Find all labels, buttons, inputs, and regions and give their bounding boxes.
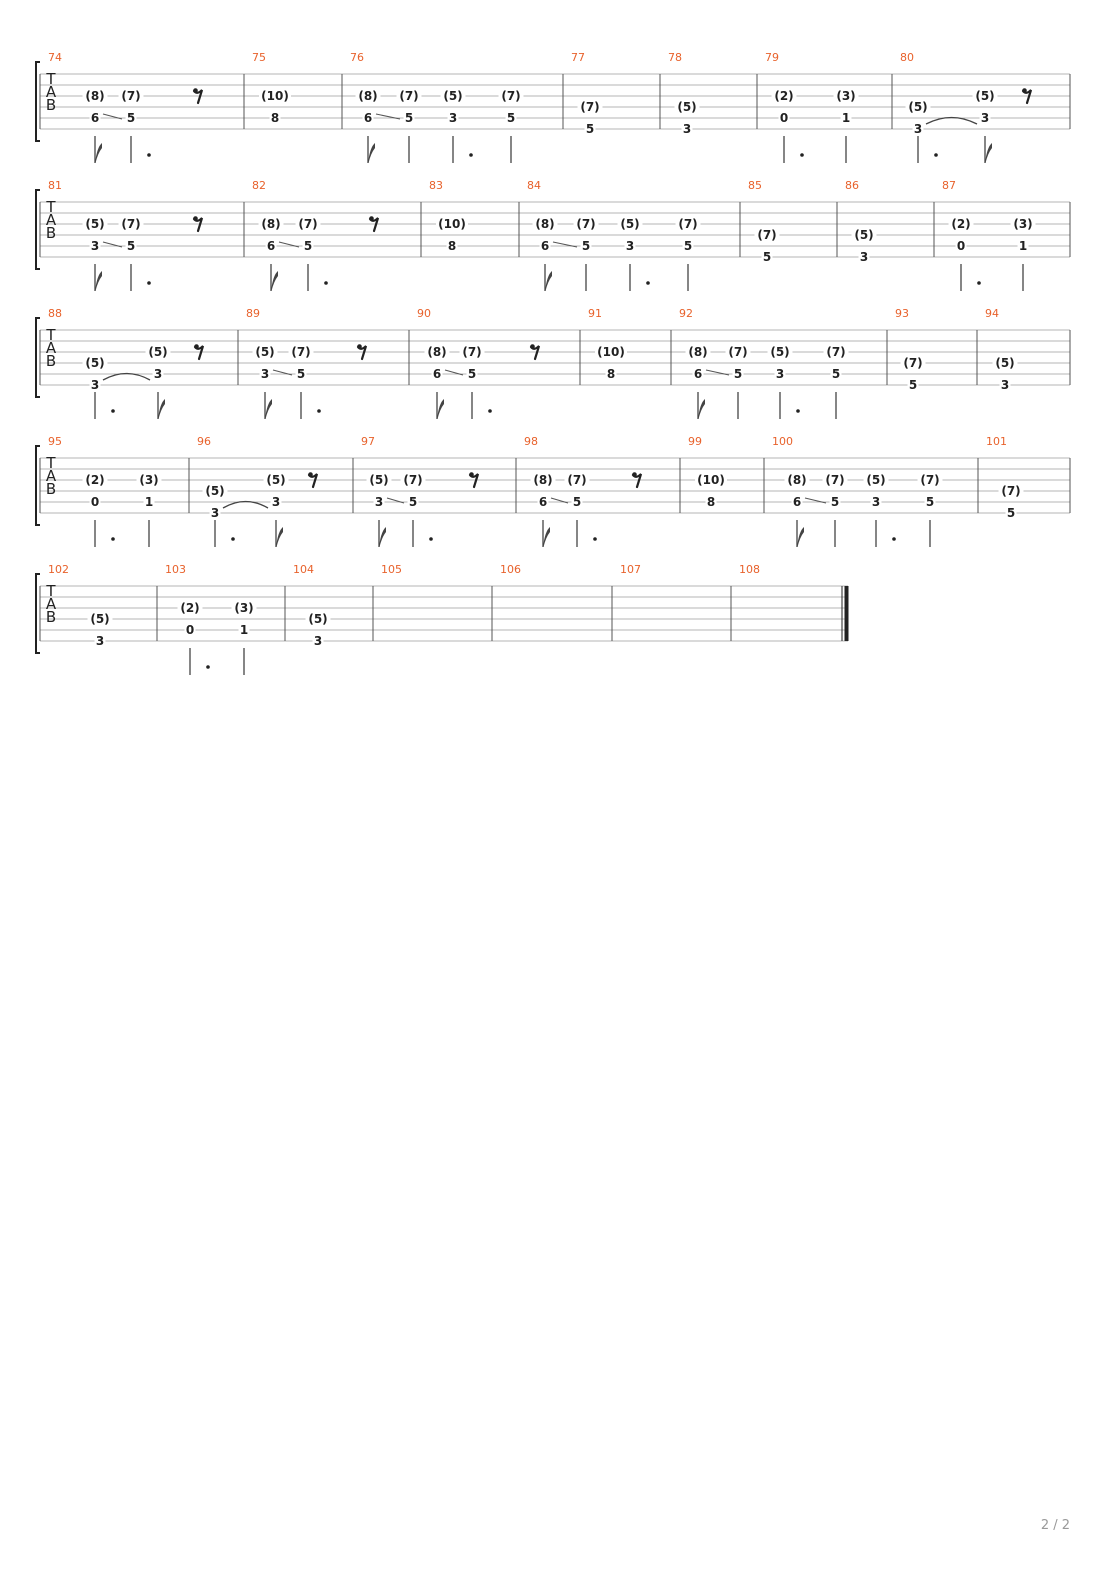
note-flag (437, 399, 444, 419)
note-flag (985, 143, 992, 163)
fret-number: (2) (951, 217, 971, 231)
tab-label: B (45, 96, 57, 114)
fret-number: 5 (408, 495, 418, 509)
fret-number: (5) (443, 89, 463, 103)
fret-number: (7) (678, 217, 698, 231)
fret-number: 8 (606, 367, 616, 381)
dot (977, 281, 981, 285)
measure-number: 80 (900, 51, 914, 64)
note-flag (797, 527, 804, 547)
measure-number: 89 (246, 307, 260, 320)
dot (800, 153, 804, 157)
fret-number: (7) (1001, 484, 1021, 498)
fret-number: (7) (580, 100, 600, 114)
fret-number: 3 (871, 495, 881, 509)
measure-number: 87 (942, 179, 956, 192)
fret-number: (8) (535, 217, 555, 231)
fret-number: 0 (956, 239, 966, 253)
measure-number: 104 (293, 563, 314, 576)
fret-number: 3 (95, 634, 105, 648)
note-flag (545, 271, 552, 291)
measure-number: 97 (361, 435, 375, 448)
fret-number: (5) (266, 473, 286, 487)
measure-number: 99 (688, 435, 702, 448)
measure-number: 101 (986, 435, 1007, 448)
eighth-rest-head (308, 472, 313, 477)
measure-number: 77 (571, 51, 585, 64)
fret-number: 3 (859, 250, 869, 264)
staff-system (36, 563, 848, 675)
note-flag (158, 399, 165, 419)
system-bracket (36, 190, 40, 269)
fret-number: 5 (925, 495, 935, 509)
fret-number: 3 (625, 239, 635, 253)
fret-number: (7) (826, 345, 846, 359)
fret-number: 3 (775, 367, 785, 381)
measure-number: 107 (620, 563, 641, 576)
note-flag (543, 527, 550, 547)
fret-number: (10) (261, 89, 289, 103)
system-bracket (36, 318, 40, 397)
fret-number: (8) (261, 217, 281, 231)
measure-number: 105 (381, 563, 402, 576)
fret-number: 5 (830, 495, 840, 509)
fret-number: (8) (533, 473, 553, 487)
dot (206, 665, 210, 669)
fret-number: (10) (438, 217, 466, 231)
fret-number: (3) (234, 601, 254, 615)
measure-number: 81 (48, 179, 62, 192)
fret-number: 3 (448, 111, 458, 125)
eighth-rest-head (193, 88, 198, 93)
fret-number: 3 (90, 378, 100, 392)
system-bracket (36, 446, 40, 525)
fret-number: (5) (620, 217, 640, 231)
fret-number: 5 (296, 367, 306, 381)
fret-number: (7) (121, 89, 141, 103)
fret-number: (8) (358, 89, 378, 103)
fret-number: 3 (374, 495, 384, 509)
system-bracket (36, 62, 40, 141)
note-flag (276, 527, 283, 547)
fret-number: 5 (908, 378, 918, 392)
fret-number: (5) (308, 612, 328, 626)
fret-number: (2) (180, 601, 200, 615)
measure-number: 86 (845, 179, 859, 192)
dot (469, 153, 473, 157)
fret-number: 5 (404, 111, 414, 125)
dot (892, 537, 896, 541)
dot (796, 409, 800, 413)
tab-label: T (46, 70, 56, 88)
measure-number: 75 (252, 51, 266, 64)
tab-label: T (46, 454, 56, 472)
measure-number: 91 (588, 307, 602, 320)
note-flag (368, 143, 375, 163)
fret-number: 3 (210, 506, 220, 520)
measure-number: 88 (48, 307, 62, 320)
measure-number: 92 (679, 307, 693, 320)
fret-number: (5) (255, 345, 275, 359)
fret-number: (5) (995, 356, 1015, 370)
dot (488, 409, 492, 413)
fret-number: (7) (903, 356, 923, 370)
fret-number: (7) (920, 473, 940, 487)
measure-number: 76 (350, 51, 364, 64)
fret-number: 6 (266, 239, 276, 253)
page-indicator: 2 / 2 (1040, 1518, 1070, 1533)
measure-number: 90 (417, 307, 431, 320)
fret-number: 5 (581, 239, 591, 253)
measure-number: 82 (252, 179, 266, 192)
eighth-rest-head (357, 344, 362, 349)
fret-number: 8 (270, 111, 280, 125)
measure-number: 93 (895, 307, 909, 320)
fret-number: 5 (572, 495, 582, 509)
measure-number: 79 (765, 51, 779, 64)
fret-number: 1 (239, 623, 249, 637)
measure-number: 108 (739, 563, 760, 576)
tab-label: B (45, 224, 57, 242)
measure-number: 103 (165, 563, 186, 576)
fret-number: (7) (501, 89, 521, 103)
measure-number: 78 (668, 51, 682, 64)
fret-number: 3 (913, 122, 923, 136)
tab-label: A (45, 83, 57, 101)
fret-number: (5) (770, 345, 790, 359)
fret-number: 5 (683, 239, 693, 253)
fret-number: 5 (126, 111, 136, 125)
fret-number: (2) (774, 89, 794, 103)
measure-number: 84 (527, 179, 541, 192)
fret-number: 1 (841, 111, 851, 125)
fret-number: 5 (831, 367, 841, 381)
fret-number: 3 (682, 122, 692, 136)
tab-label: A (45, 467, 57, 485)
fret-number: 5 (585, 122, 595, 136)
staff-system (36, 435, 1070, 547)
fret-number: 3 (313, 634, 323, 648)
note-flag (271, 271, 278, 291)
fret-number: (3) (836, 89, 856, 103)
tab-label: A (45, 339, 57, 357)
fret-number: (2) (85, 473, 105, 487)
fret-number: (7) (567, 473, 587, 487)
fret-number: 3 (271, 495, 281, 509)
fret-number: 6 (540, 239, 550, 253)
fret-number: (5) (866, 473, 886, 487)
eighth-rest-head (530, 344, 535, 349)
note-flag (265, 399, 272, 419)
fret-number: (5) (369, 473, 389, 487)
fret-number: (8) (85, 89, 105, 103)
fret-number: 0 (185, 623, 195, 637)
fret-number: (5) (85, 217, 105, 231)
dot (111, 537, 115, 541)
dot (231, 537, 235, 541)
fret-number: (7) (728, 345, 748, 359)
fret-number: 3 (1000, 378, 1010, 392)
fret-number: 6 (432, 367, 442, 381)
dot (429, 537, 433, 541)
fret-number: (8) (688, 345, 708, 359)
dot (646, 281, 650, 285)
fret-number: 3 (980, 111, 990, 125)
fret-number: (7) (121, 217, 141, 231)
note-flag (379, 527, 386, 547)
tab-label: A (45, 595, 57, 613)
tab-label: B (45, 608, 57, 626)
measure-number: 96 (197, 435, 211, 448)
fret-number: (7) (403, 473, 423, 487)
fret-number: 0 (90, 495, 100, 509)
fret-number: (5) (975, 89, 995, 103)
measure-number: 95 (48, 435, 62, 448)
fret-number: (10) (697, 473, 725, 487)
fret-number: (3) (1013, 217, 1033, 231)
dot (147, 281, 151, 285)
fret-number: 0 (779, 111, 789, 125)
fret-number: 5 (303, 239, 313, 253)
fret-number: (5) (677, 100, 697, 114)
fret-number: 6 (538, 495, 548, 509)
fret-number: 3 (90, 239, 100, 253)
fret-number: 3 (153, 367, 163, 381)
fret-number: 1 (144, 495, 154, 509)
tab-label: T (46, 198, 56, 216)
eighth-rest-head (1022, 88, 1027, 93)
fret-number: 6 (90, 111, 100, 125)
fret-number: 3 (260, 367, 270, 381)
fret-number: (5) (205, 484, 225, 498)
measure-number: 83 (429, 179, 443, 192)
measure-number: 94 (985, 307, 999, 320)
system-bracket (36, 574, 40, 653)
dot (111, 409, 115, 413)
dot (324, 281, 328, 285)
measure-number: 102 (48, 563, 69, 576)
fret-number: 5 (506, 111, 516, 125)
fret-number: (7) (291, 345, 311, 359)
fret-number: (7) (825, 473, 845, 487)
fret-number: 5 (762, 250, 772, 264)
fret-number: (3) (139, 473, 159, 487)
note-flag (95, 271, 102, 291)
fret-number: 1 (1018, 239, 1028, 253)
staff-system (36, 307, 1070, 419)
tab-label: T (46, 582, 56, 600)
fret-number: 6 (693, 367, 703, 381)
tab-label: T (46, 326, 56, 344)
fret-number: (5) (90, 612, 110, 626)
fret-number: 5 (126, 239, 136, 253)
fret-number: 6 (792, 495, 802, 509)
dot (593, 537, 597, 541)
fret-number: 8 (706, 495, 716, 509)
eighth-rest-head (193, 216, 198, 221)
tab-label: A (45, 211, 57, 229)
measure-number: 98 (524, 435, 538, 448)
fret-number: 5 (733, 367, 743, 381)
fret-number: (8) (427, 345, 447, 359)
fret-number: (5) (854, 228, 874, 242)
fret-number: (7) (399, 89, 419, 103)
tab-label: B (45, 480, 57, 498)
eighth-rest-head (194, 344, 199, 349)
eighth-rest-head (469, 472, 474, 477)
dot (934, 153, 938, 157)
eighth-rest-head (369, 216, 374, 221)
dot (147, 153, 151, 157)
fret-number: 8 (447, 239, 457, 253)
note-flag (95, 143, 102, 163)
measure-number: 74 (48, 51, 62, 64)
fret-number: 5 (467, 367, 477, 381)
measure-number: 100 (772, 435, 793, 448)
note-flag (698, 399, 705, 419)
staff-system (36, 179, 1070, 291)
measure-number: 85 (748, 179, 762, 192)
fret-number: (5) (148, 345, 168, 359)
staff-system (36, 51, 1070, 163)
dot (317, 409, 321, 413)
fret-number: 6 (363, 111, 373, 125)
fret-number: (5) (908, 100, 928, 114)
fret-number: 5 (1006, 506, 1016, 520)
eighth-rest-head (632, 472, 637, 477)
fret-number: (7) (298, 217, 318, 231)
measure-number: 106 (500, 563, 521, 576)
fret-number: (7) (462, 345, 482, 359)
fret-number: (10) (597, 345, 625, 359)
fret-number: (7) (576, 217, 596, 231)
fret-number: (7) (757, 228, 777, 242)
tab-label: B (45, 352, 57, 370)
fret-number: (8) (787, 473, 807, 487)
fret-number: (5) (85, 356, 105, 370)
